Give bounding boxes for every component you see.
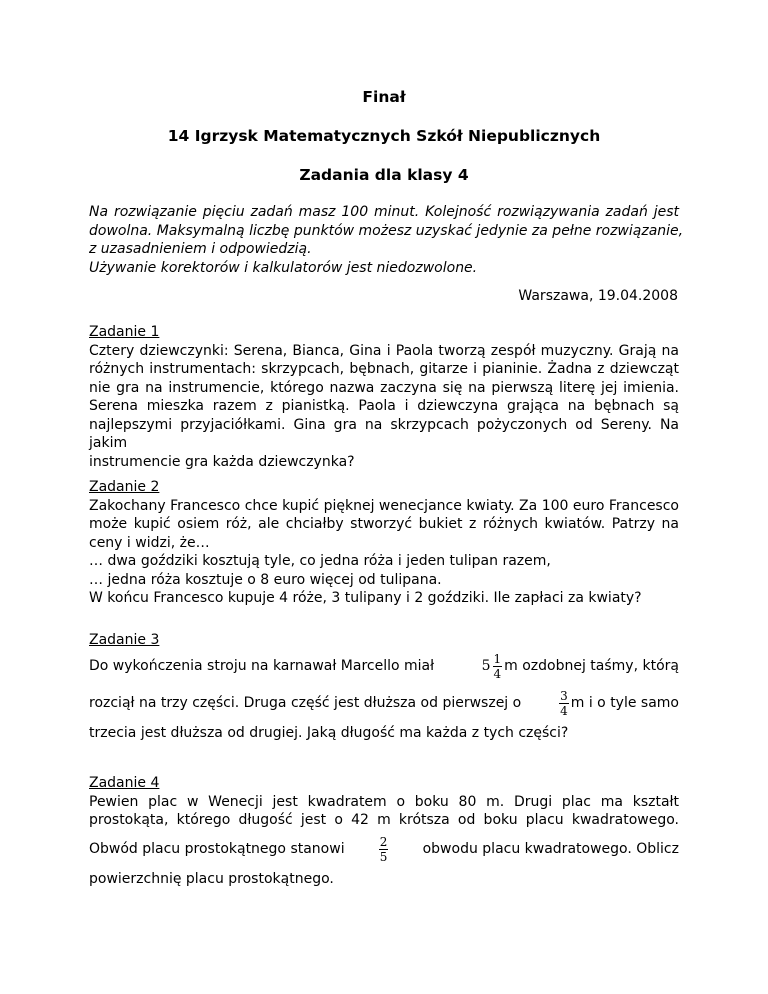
instructions-line: Na rozwiązanie pięciu zadań masz 100 minut. Kolejność rozwiązywania zadań jest (89, 204, 679, 220)
task-line: instrumencie gra każda dziewczynka? (89, 453, 355, 470)
task-line: Cztery dziewczynki: Serena, Bianca, Gina i Paola tworzą zespół muzyczny. Grają na (89, 342, 679, 359)
instructions-line: dowolna. Maksymalną liczbę punktów możesz uzyskać jedynie za pełne rozwiązanie, (89, 222, 684, 239)
fraction-numerator: 2 (379, 835, 388, 849)
task-title: Zadanie 2 (89, 479, 160, 495)
fraction-denominator: 4 (560, 704, 568, 718)
date-place: Warszawa, 19.04.2008 (518, 288, 678, 304)
task-line: … jedna róża kosztuje o 8 euro więcej od tulipana. (89, 571, 442, 588)
mixed-whole: 5 (481, 658, 491, 675)
task-title: Zadanie 1 (89, 324, 160, 340)
task-line: … dwa goździki kosztują tyle, co jedna róża i jeden tulipan razem, (89, 553, 551, 569)
task-text: m ozdobnej taśmy, którą (504, 658, 679, 675)
final-heading: Finał (362, 88, 406, 106)
task-line: Pewien plac w Wenecji jest kwadratem o boku 80 m. Drugi plac ma kształt (89, 793, 679, 810)
task-line (89, 830, 679, 870)
instructions-line: z uzasadnieniem i odpowiedzią. (89, 241, 312, 257)
task-3 (89, 631, 679, 742)
task-title: Zadanie 4 (89, 775, 160, 791)
task-text: obwodu placu kwadratowego. Oblicz (422, 841, 679, 858)
fraction-denominator: 5 (379, 850, 388, 864)
mixed-number (482, 652, 679, 681)
instructions-line: Używanie korektorów i kalkulatorów jest niedozwolone. (89, 259, 478, 276)
task-title: Zadanie 3 (89, 632, 160, 648)
task-line: najlepszymi przyjaciółkami. Gina gra na skrzypcach pożyczonych od Sereny. Na jakim (89, 416, 679, 451)
task-line (89, 650, 679, 684)
task-text: rozciął na trzy części. Druga część jest dłuższa od pierwszej o (89, 695, 522, 712)
task-1 (89, 323, 679, 471)
task-line: Serena mieszka razem z pianistką. Paola i dziewczyna grająca na bębnach są (89, 398, 679, 414)
fraction-denominator: 4 (493, 667, 502, 681)
task-text: m i o tyle samo (570, 695, 679, 712)
task-line: trzecia jest dłuższa od drugiej. Jaką długość ma każda z tych części? (89, 724, 569, 741)
fraction (559, 689, 569, 718)
class-title: Zadania dla klasy 4 (299, 166, 469, 184)
task-line: ceny i widzi, że… (89, 534, 210, 551)
instructions (89, 203, 684, 277)
task-line: może kupić osiem róż, ale chciałby stworzyć bukiet z różnych kwiatów. Patrzy na (89, 516, 679, 532)
task-line: W końcu Francesco kupuje 4 róże, 3 tulipany i 2 goździki. Ile zapłaci za kwiaty? (89, 590, 642, 606)
task-line: Zakochany Francesco chce kupić pięknej wenecjance kwiaty. Za 100 euro Francesco (89, 497, 679, 514)
competition-title: 14 Igrzysk Matematycznych Szkół Niepublicznych (167, 127, 601, 145)
task-line: prostokąta, którego długość jest o 42 m krótsza od boku placu kwadratowego. (89, 812, 679, 828)
fraction (379, 835, 389, 864)
task-line: nie gra na instrumencie, którego nazwa zaczyna się na pierwszą literę jej imienia. (89, 379, 679, 396)
task-4 (89, 774, 679, 888)
fraction-numerator: 3 (560, 689, 568, 703)
fraction-group (557, 689, 679, 718)
task-line: różnych instrumentach: skrzypcach, bębnach, gitarze i pianinie. Żadna z dziewcząt (89, 361, 679, 377)
task-text: Do wykończenia stroju na karnawał Marcello miał (89, 658, 435, 675)
fraction (493, 652, 503, 681)
task-line: powierzchnię placu prostokątnego. (89, 870, 334, 887)
task-2 (89, 478, 679, 608)
fraction-numerator: 1 (493, 652, 502, 666)
task-text: Obwód placu prostokątnego stanowi (89, 841, 345, 858)
task-line (89, 684, 679, 724)
